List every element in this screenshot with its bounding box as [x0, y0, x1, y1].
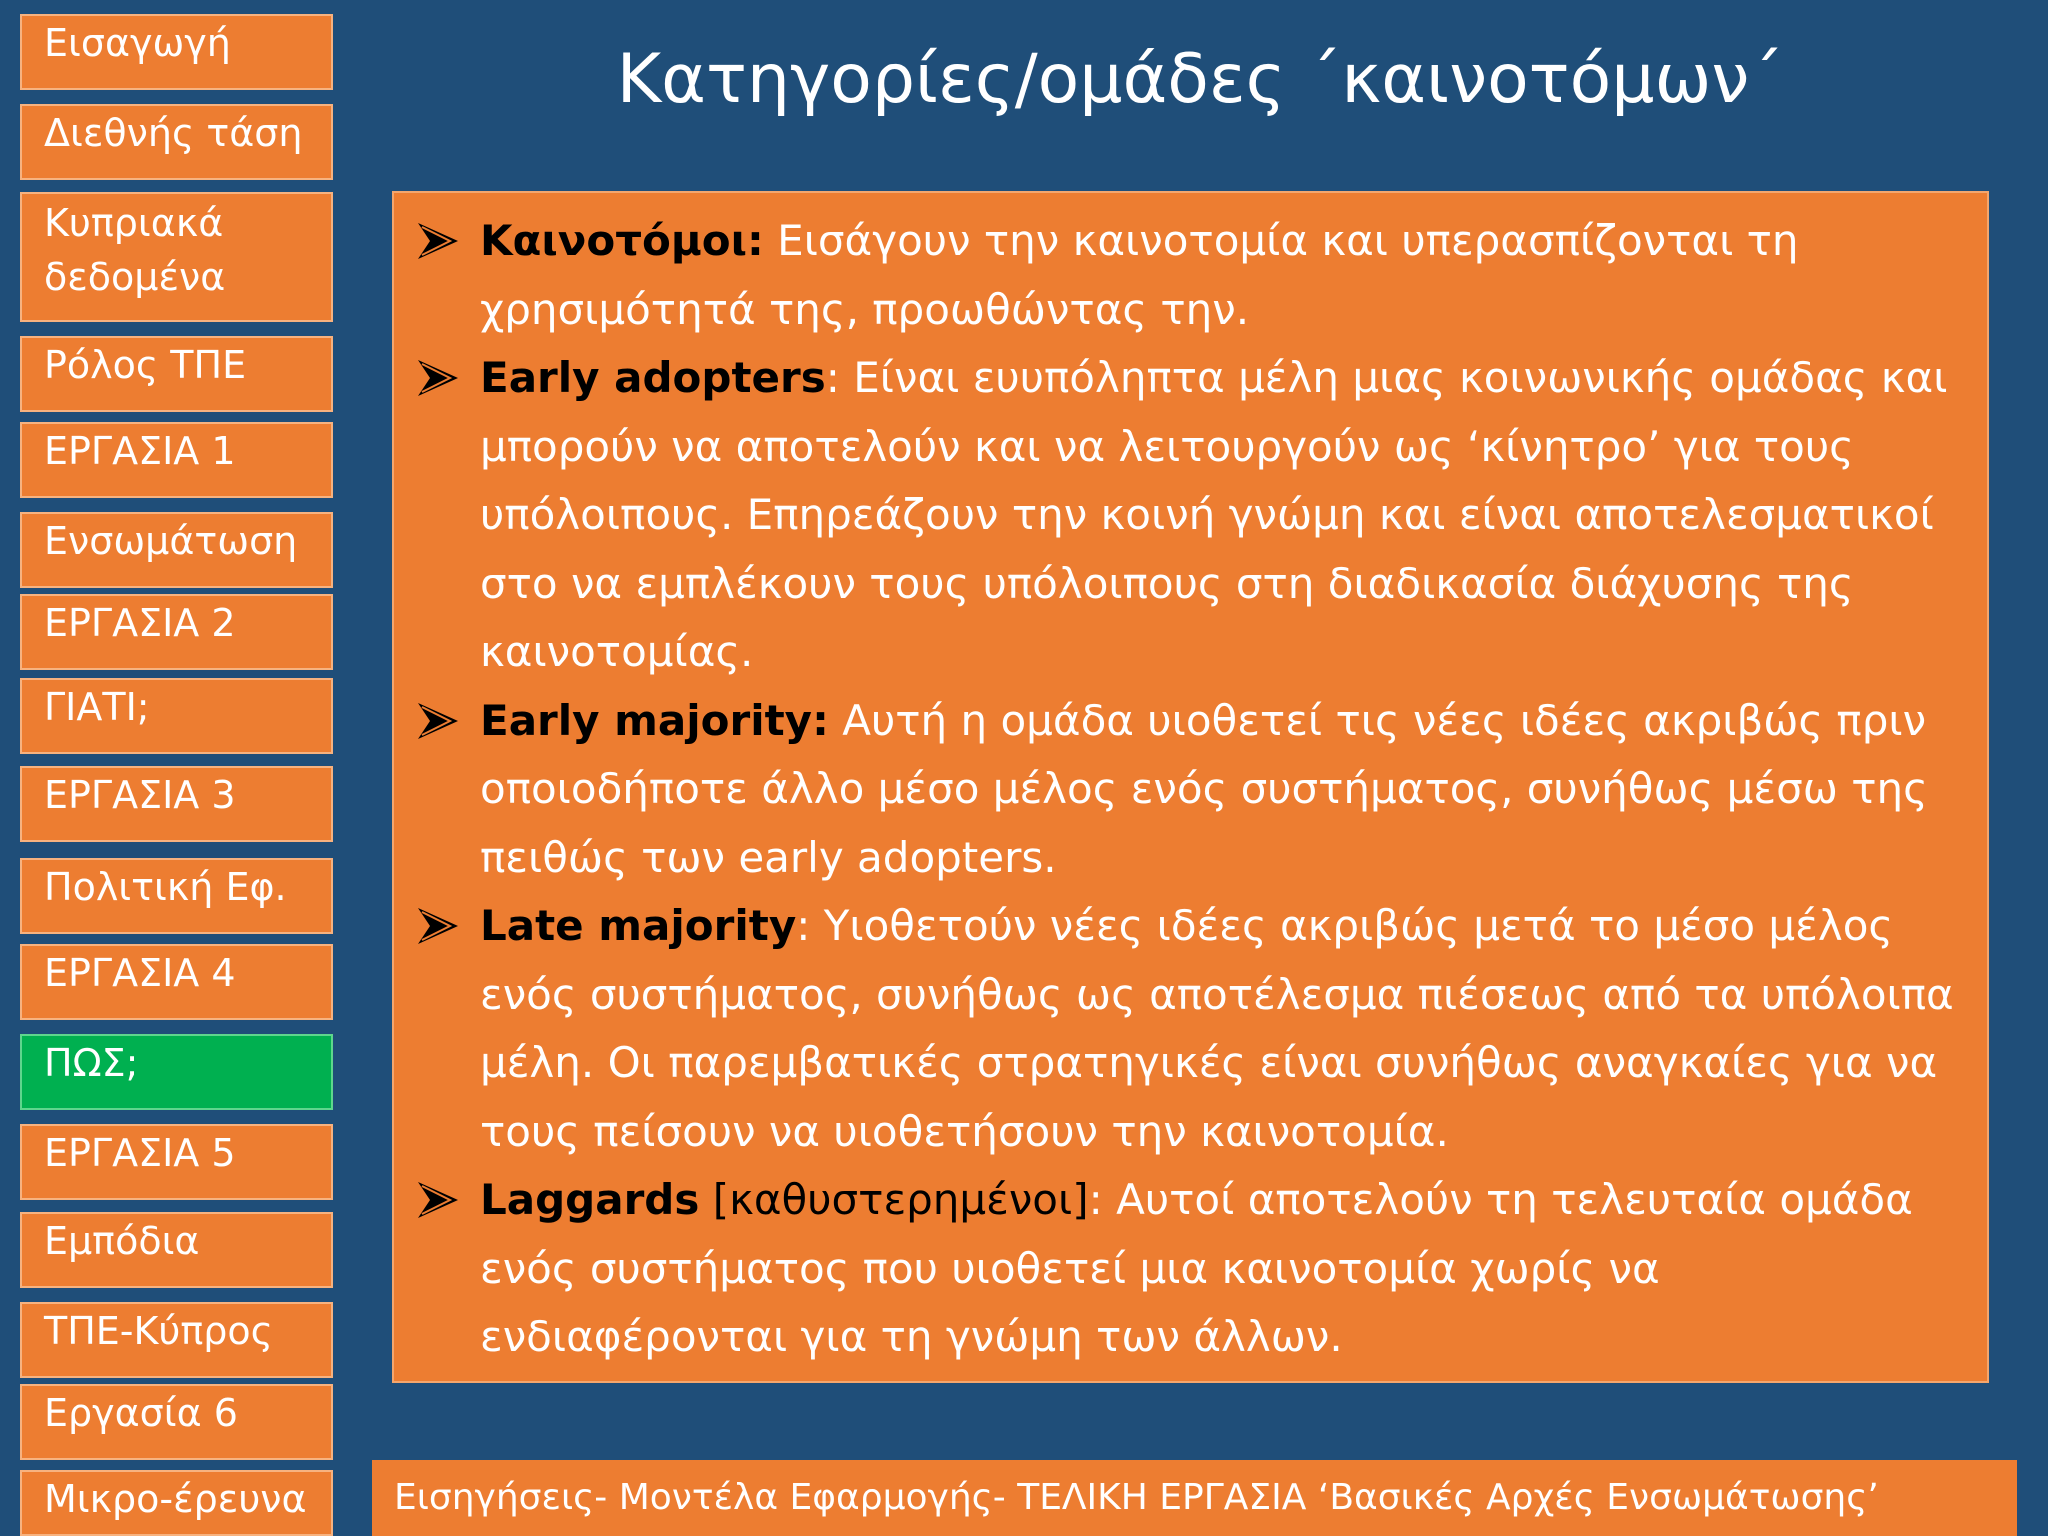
arrow-bullet-icon — [416, 344, 466, 412]
nav-item-ergasia-6[interactable]: Εργασία 6 — [20, 1384, 333, 1460]
nav-item-tpe-kypros[interactable]: ΤΠΕ-Κύπρος — [20, 1302, 333, 1378]
nav-item-ergasia-1[interactable]: ΕΡΓΑΣΙΑ 1 — [20, 422, 333, 498]
nav-item-ergasia-4[interactable]: ΕΡΓΑΣΙΑ 4 — [20, 944, 333, 1020]
arrow-bullet-icon — [416, 1166, 466, 1234]
nav-item-empodia[interactable]: Εμπόδια — [20, 1212, 333, 1288]
content-box — [392, 191, 1989, 1383]
bullet-text: Εισάγουν την καινοτομία και υπερασπίζονται τη χρησιμότητά της, προωθώντας την. — [480, 216, 1799, 334]
nav-item-ergasia-3[interactable]: ΕΡΓΑΣΙΑ 3 — [20, 766, 333, 842]
nav-item-kypriaka-dedomena[interactable]: Κυπριακά δεδομένα — [20, 192, 333, 322]
nav-item-mikro-erevna[interactable]: Μικρο-έρευνα — [20, 1470, 333, 1536]
nav-item-pos-active[interactable]: ΠΩΣ; — [20, 1034, 333, 1110]
bullet-term: Late majority — [480, 901, 797, 950]
bullet-text: : Είναι ευυπόληπτα μέλη μιας κοινωνικής ομάδας και μπορούν να αποτελούν και να λειτουργούν ως ‘κίνητρο’ για τους υπόλοιπους. Επηρεάζουν την κοινή γνώμη και είναι αποτελεσματικοί στο να εμπλέκουν τους υπόλοιπους στη διαδικασία διάχυσης της καινοτομίας. — [480, 353, 1948, 676]
nav-item-ensomatosi[interactable]: Ενσωμάτωση — [20, 512, 333, 588]
bullet-early-adopters — [416, 344, 1967, 687]
bullet-late-majority — [416, 892, 1967, 1166]
footer-text: Εισηγήσεις- Μοντέλα Εφαρμογής- ΤΕΛΙΚΗ ΕΡΓΑΣΙΑ ‘Βασικές Αρχές Ενσωμάτωσης’ — [394, 1477, 1879, 1518]
nav-item-diethnis-tasi[interactable]: Διεθνής τάση — [20, 104, 333, 180]
bullet-term: Laggards — [480, 1175, 700, 1224]
bullet-laggards — [416, 1166, 1967, 1372]
nav-item-politiki-ef[interactable]: Πολιτική Εφ. — [20, 858, 333, 934]
arrow-bullet-icon — [416, 892, 466, 960]
slide-navigation — [0, 0, 340, 1536]
bullet-term: Early adopters — [480, 353, 826, 402]
arrow-bullet-icon — [416, 207, 466, 275]
arrow-bullet-icon — [416, 687, 466, 755]
bullet-text: Αυτή η ομάδα υιοθετεί τις νέες ιδέες ακριβώς πριν οποιοδήποτε άλλο μέσο μέλος ενός συστήματος, συνήθως μέσω της πειθώς των early adopters. — [480, 695, 1928, 882]
bullet-innovators — [416, 207, 1967, 344]
nav-item-eisagogi[interactable]: Εισαγωγή — [20, 14, 333, 90]
bullet-term-suffix: [καθυστερημένοι] — [699, 1175, 1089, 1224]
nav-item-rolos-tpe[interactable]: Ρόλος ΤΠΕ — [20, 336, 333, 412]
nav-item-ergasia-2[interactable]: ΕΡΓΑΣΙΑ 2 — [20, 594, 333, 670]
slide-title: Κατηγορίες/ομάδες ΄καινοτόμων΄ — [616, 40, 1784, 119]
bullet-term: Καινοτόμοι: — [480, 216, 764, 265]
footer-bar — [372, 1460, 2017, 1536]
nav-item-giati[interactable]: ΓΙΑΤΙ; — [20, 678, 333, 754]
bullet-text: : Υιοθετούν νέες ιδέες ακριβώς μετά το μέσο μέλος ενός συστήματος, συνήθως ως αποτέλεσμα πιέσεως από τα υπόλοιπα μέλη. Οι παρεμβατικές στρατηγικές είναι συνήθως αναγκαίες για να τους πείσουν να υιοθετήσουν την καινοτομία. — [480, 901, 1954, 1156]
bullet-text: : Αυτοί αποτελούν τη τελευταία ομάδα ενός συστήματος που υιοθετεί μια καινοτομία χωρίς να ενδιαφέρονται για τη γνώμη των άλλων. — [480, 1175, 1913, 1361]
nav-item-ergasia-5[interactable]: ΕΡΓΑΣΙΑ 5 — [20, 1124, 333, 1200]
bullet-early-majority — [416, 687, 1967, 893]
bullet-term: Early majority: — [480, 695, 829, 745]
